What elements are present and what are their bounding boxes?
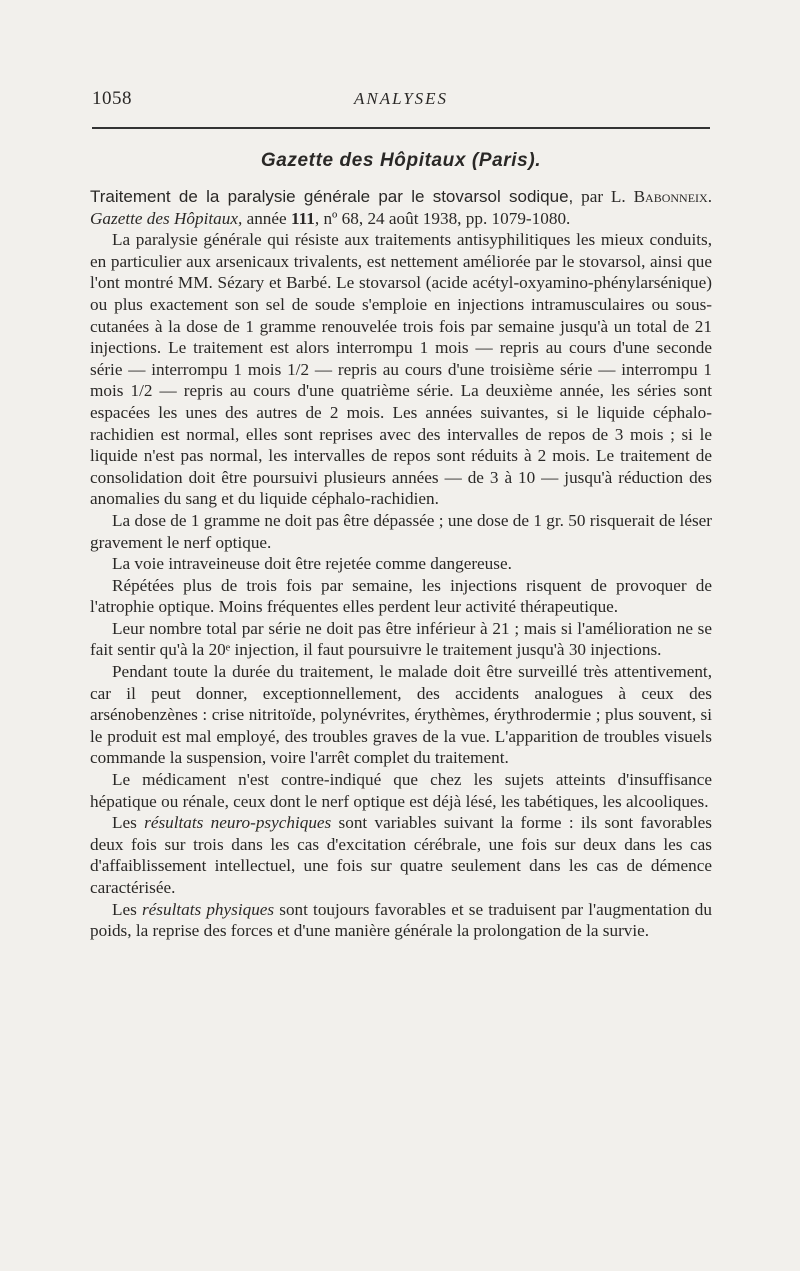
year-label: année (246, 208, 291, 228)
paragraph-2: La dose de 1 gramme ne doit pas être dépassée ; une dose de 1 gr. 50 risquerait de léser gravement le nerf optique. (90, 510, 712, 552)
paragraph-9-lead: Les (112, 899, 142, 919)
paragraph-1: La paralysie générale qui résiste aux traitements antisyphilitiques les mieux conduits, en particulier aux arsenicaux trivalents, est nettement améliorée par le stovarsol, ainsi que l'ont montré MM. Sézary et Barbé. Le stovarsol (acide acétyl-oxyamino-phénylarsénique) ou plus exactement son sel de soude s'emploie en injections intramusculaires ou sous-cutanées à la dose de 1 gramme renouvelée trois fois par semaine jusqu'à un total de 21 injections. Le traitement est alors interrompu 1 mois — repris au cours d'une seconde série — interrompu 1 mois 1/2 — repris au cours d'une troisième série — interrompu 1 mois 1/2 — repris au cours d'une quatrième série. La deuxième année, les séries sont espacées les unes des autres de 2 mois. Les années suivantes, si le liquide céphalo-rachidien est normal, elles sont reprises avec des intervalles de repos de 3 mois ; si le liquide n'est pas normal, les intervalles de repos sont réduits à 2 mois. Le traitement de consolidation doit être poursuivi plusieurs années — de 3 à 10 — jusqu'à réduction des anomalies du sang et du liquide céphalo-rachidien. (90, 230, 712, 509)
citation-details: , nº 68, 24 août 1938, pp. 1079-1080. (314, 208, 571, 228)
article-heading (90, 186, 712, 229)
paragraph-9 (90, 899, 712, 942)
article-body (90, 186, 712, 942)
neuro-psychic-results-emphasis: résultats neuro-psychiques (144, 813, 332, 833)
paragraph-8-rest: sont variables suivant la forme : ils sont favorables deux fois sur trois dans les cas d'excitation cérébrale, une fois sur deux dans les cas d'affaiblissement intellectuel, une fois sur quatre seulement dans les cas de démence caractérisée. (90, 813, 712, 897)
article-title: Traitement de la paralysie générale par le stovarsol sodique, (90, 187, 574, 206)
paragraph-9-rest: sont toujours favorables et se traduisent par l'augmentation du poids, la reprise des forces et d'une manière générale la prolongation de la survie. (90, 899, 712, 941)
page-header (92, 88, 710, 118)
paragraph-8-lead: Les (112, 813, 145, 833)
header-rule (92, 127, 710, 129)
volume-number: 111 (290, 208, 315, 228)
journal-title: Gazette des Hôpitaux (Paris). (260, 150, 542, 171)
article-author: Babonneix. (633, 187, 713, 206)
physical-results-emphasis: résultats physiques (141, 899, 275, 919)
paragraph-5: Leur nombre total par série ne doit pas être inférieur à 21 ; mais si l'amélioration ne se fait sentir qu'à la 20ᵉ injection, il faut poursuivre le traitement jusqu'à 30 injections. (90, 618, 712, 660)
article-by: par L. (581, 187, 634, 206)
paragraph-3: La voie intraveineuse doit être rejetée comme dangereuse. (112, 554, 512, 574)
page-number: 1058 (92, 88, 132, 109)
paragraph-8 (90, 812, 712, 898)
paragraph-4: Répétées plus de trois fois par semaine, les injections risquent de provoquer de l'atrophie optique. Moins fréquentes elles perdent leur activité thérapeutique. (90, 575, 712, 617)
running-head: ANALYSES (353, 89, 449, 108)
paragraph-7: Le médicament n'est contre-indiqué que chez les sujets atteints d'insuffisance hépatique ou rénale, ceux dont le nerf optique est déjà lésé, les tabétiques, les alcooliques. (90, 770, 712, 811)
paragraph-6: Pendant toute la durée du traitement, le malade doit être surveillé très attentivement, car il peut donner, exceptionnellement, des accidents analogues à ceux des arsénobenzènes : crise nitritoïde, polynévrites, érythèmes, érythrodermie ; plus souvent, si le produit est mal employé, des troubles graves de la vue. L'apparition de troubles visuels commande la suspension, voire l'arrêt complet du traitement. (90, 662, 712, 768)
source-journal: Gazette des Hôpitaux, (90, 208, 243, 228)
